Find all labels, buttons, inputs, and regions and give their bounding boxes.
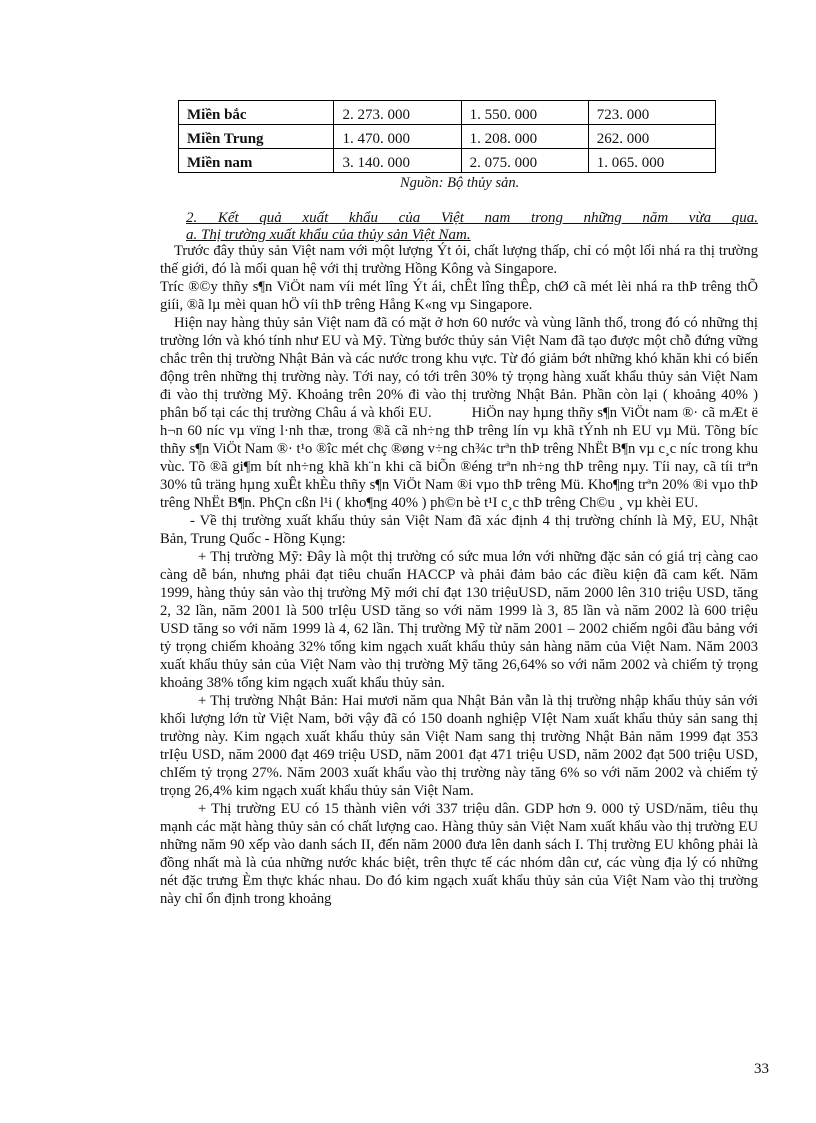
paragraph-text: Hiện nay hàng thủy sản Việt nam đã có mặt ở hơn 60 nước và vùng lãnh thổ, trong đó có những thị trường lớn và khó tính như EU và Mỹ. Từng bước thủy sản Việt Nam đã tạo được một chỗ đứng vững chắc trên thị trường Nhật Bản và các nước trong khu vực. Từ đó giảm bớt những khó khăn khi có biến động trên những thị trường này. Tới nay, có tới trên 30% tỷ trọng hàng xuất khẩu thủy sản Việt Nam đi vào thị trường Mỹ. Khoảng trên 20% đi vào thị trường Nhật Bản. Phần còn lại ( khoảng 40% ) phân bố tại các thị trường Châu á và khối EU. (160, 315, 758, 421)
value-cell: 2. 075. 000 (461, 149, 588, 173)
paragraph: Trước đây thủy sản Việt nam với một lượng Ýt ỏi, chất lượng thấp, chỉ có một lối nhá ra thị trường thế giới, đó là mối quan hệ với thị trường Hồng Kông và Singapore. (160, 243, 758, 277)
value-cell: 3. 140. 000 (334, 149, 461, 173)
paragraph: + Thị trường EU có 15 thành viên với 337 triệu dân. GDP hơn 9. 000 tỷ USD/năm, tiêu thụ mạnh các mặt hàng thủy sản có chất lượng cao. Hàng thủy sản Việt Nam xuất khẩu vào thị trường EU những năm 90 xếp vào danh sách II, đến năm 2000 đưa lên danh sách I. Thị trường EU không phải là đồng nhất mà là của những nước khác biệt, trên thực tế các nhóm dân cư, các vùng địa lý có những nét đặc trưng Èm thực khác nhau. Do đó kim ngạch xuất khẩu thủy sản của Việt Nam vào thị trường này chỉ ổn định trong khoảng (160, 801, 758, 907)
paragraph: + Thị trường Nhật Bản: Hai mươi năm qua Nhật Bản vẫn là thị trường nhập khẩu thủy sản với khối lượng lớn từ Việt Nam, bởi vậy đã có 150 doanh nghiệp VIệt Nam xuất khẩu thủy sản sang thị trường này. Kim ngạch xuất khẩu thủy sản Việt Nam sang thị trường Nhật Bản năm 1999 đạt 353 trIệu USD, năm 2000 đạt 469 triệu USD, năm 2001 đạt 471 triệu USD, năm 2002 đạt 500 triệu USD, chIếm tỷ trọng 27%. Năm 2003 xuất khẩu vào thị trường này tăng 6% so với năm 2002 và chiếm tỷ trọng 26,4% kim ngạch xuất khẩu thủy sản Việt Nam. (160, 693, 758, 799)
region-cell: Miền Trung (179, 125, 334, 149)
region-cell: Miền nam (179, 149, 334, 173)
section-heading: 2. Kết quả xuất khẩu của Việt nam trong những năm vừa qua. (186, 210, 758, 226)
section-subheading: a. Thị trường xuất khẩu của thủy sản Việt Nam. (186, 227, 471, 243)
paragraph (160, 314, 758, 512)
body-text (160, 242, 758, 908)
value-cell: 1. 208. 000 (461, 125, 588, 149)
table-row (179, 125, 716, 149)
page-number: 33 (754, 1061, 769, 1077)
value-cell: 262. 000 (588, 125, 715, 149)
paragraph-garbled: HiÖn nay hµng thñy s¶n ViÖt nam ®· cã mÆt ë h¬n 60 níc vµ vïng l·nh thæ, trong ®ã cã nh÷ng thÞ trêng lín vµ khã tÝnh nh EU vµ Mü. Tõng bíc thñy s¶n ViÖt Nam ®· t¹o ®îc mét chç ®øng v÷ng ch¾c trªn thÞ trêng NhËt B¶n vµ c¸c níc trong khu vùc. Tõ ®ã gi¶m bít nh÷ng khã kh¨n khi cã biÕn ®éng trªn nh÷ng thÞ trêng nµy. Tíi nay, cã tíi trªn 30% tû träng hµng xuÊt khÈu thñy s¶n ViÖt Nam ®i vµo thÞ trêng Mü. Kho¶ng trªn 20% ®i vµo thÞ trêng NhËt B¶n. PhÇn cßn l¹i ( kho¶ng 40% ) ph©n bè t¹I c¸c thÞ trêng Ch©u ¸ vµ khèi EU. (160, 405, 758, 511)
region-table (178, 100, 716, 173)
region-cell: Miền bắc (179, 101, 334, 125)
table-row (179, 149, 716, 173)
table-row (179, 101, 716, 125)
paragraph: - Về thị trường xuất khẩu thủy sản Việt Nam đã xác định 4 thị trường chính là Mỹ, EU, Nhật Bản, Trung Quốc - Hồng Kụng: (160, 513, 758, 547)
value-cell: 2. 273. 000 (334, 101, 461, 125)
paragraph: + Thị trường Mỹ: Đây là một thị trường có sức mua lớn với những đặc sản có giá trị càng cao càng dễ bán, nhưng phải đạt tiêu chuẩn HACCP và phải đảm bảo các điều kiện đã cam kết. Năm 1999, hàng thủy sản vào thị trường Mỹ mới chỉ đạt 130 triệuUSD, năm 2000 lên 310 triệu USD, tăng 2, 32 lần, năm 2001 là 500 trIệu USD tăng so với năm 1999 là 3, 85 lần và năm 2002 là 600 triệu USD tăng so với năm 1999 là 4, 62 lần. Thị trường Mỹ từ năm 2001 – 2002 chiếm ngôi đầu bảng với tỷ trọng chiếm khoảng 32% tổng kim ngạch xuất khẩu thủy sản hàng năm của Việt Nam. Năm 2003 xuất khẩu thủy sản của Việt Nam vào thị trường Mỹ tăng 26,64% so với năm 2002 và chiếm tỷ trọng khoảng 38% tổng kim ngạch xuất khẩu thủy sản. (160, 549, 758, 691)
table-source: Nguồn: Bộ thủy sản. (400, 175, 520, 191)
value-cell: 1. 550. 000 (461, 101, 588, 125)
value-cell: 1. 065. 000 (588, 149, 715, 173)
value-cell: 723. 000 (588, 101, 715, 125)
paragraph-garbled: Tríc ®©y thñy s¶n ViÖt nam víi mét lîng Ýt ái, chÊt lîng thÊp, chØ cã mét lèi nhá ra thÞ trêng thÕ giíi, ®ã lµ mèi quan hÖ víi thÞ trêng Hång K«ng vµ Singapore. (160, 279, 758, 313)
value-cell: 1. 470. 000 (334, 125, 461, 149)
